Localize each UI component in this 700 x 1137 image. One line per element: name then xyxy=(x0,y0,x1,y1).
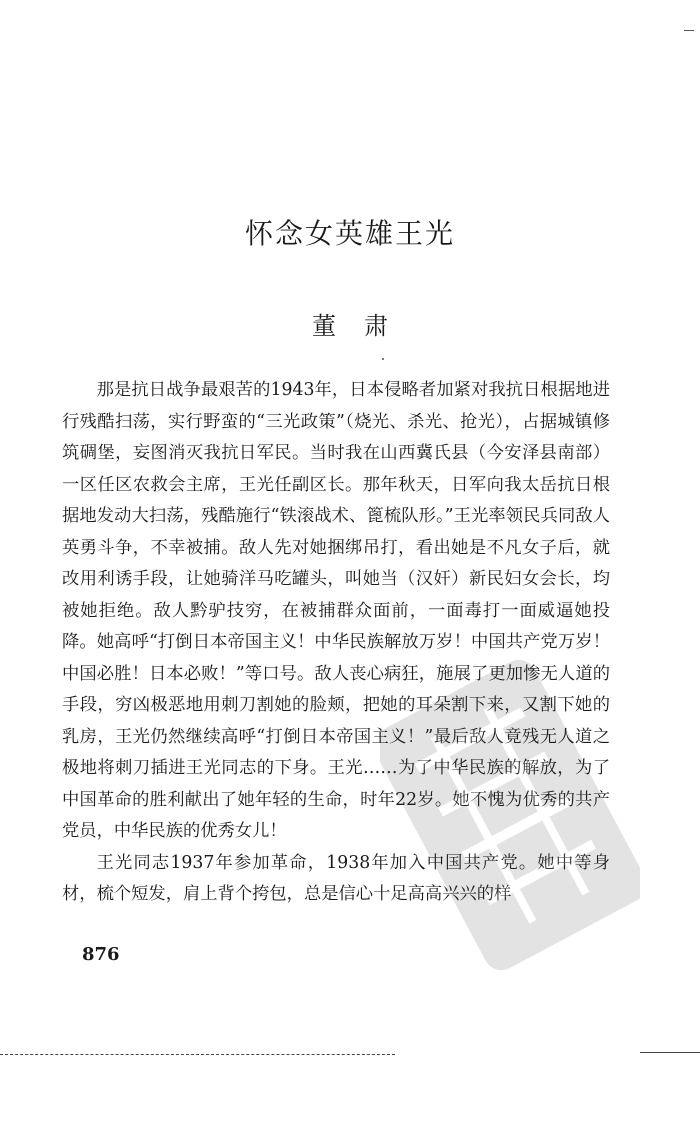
article-body xyxy=(62,375,610,911)
article-title: 怀念女英雄王光 xyxy=(244,217,455,250)
scan-speck xyxy=(382,358,384,360)
bottom-rule-left xyxy=(0,1054,395,1055)
article-author: 董肃 xyxy=(312,312,416,340)
paragraph-2: 王光同志1937年参加革命，1938年加入中国共产党。她中等身材，梳个短发，肩上背个挎包，总是信心十足高高兴兴的样 xyxy=(62,852,610,904)
edge-mark xyxy=(684,30,694,31)
bottom-rule-right xyxy=(640,1052,700,1053)
paragraph-1: 那是抗日战争最艰苦的1943年，日本侵略者加紧对我抗日根据地进行残酷扫荡，实行野蛮的“三光政策”（烧光、杀光、抢光），占据城镇修筑碉堡，妄图消灭我抗日军民。当时我在山西冀氏县（今安泽县南部）一区任区农救会主席，王光任副区长。那年秋天，日军向我太岳抗日根据地发动大扫荡，残酷施行“铁滚战术、篦梳队形。”王光率领民兵同敌人英勇斗争，不幸被捕。敌人先对她捆绑吊打，看出她是不凡女子后，就改用利诱手段，让她骑洋马吃罐头，叫她当（汉奸）新民妇女会长，均被她拒绝。敌人黔驴技穷，在被捕群众面前，一面毒打一面威逼她投降。她高呼“打倒日本帝国主义！中华民族解放万岁！中国共产党万岁！中国必胜！日本必败！”等口号。敌人丧心病狂，施展了更加惨无人道的手段，穷凶极恶地用刺刀割她的脸颊，把她的耳朵割下来，又割下她的乳房，王光仍然继续高呼“打倒日本帝国主义！”最后敌人竟残无人道之极地将刺刀插进王光同志的下身。王光……为了中华民族的解放，为了中国革命的胜利献出了她年轻的生命，时年22岁。她不愧为优秀的共产党员，中华民族的优秀女儿！ xyxy=(62,380,610,841)
page-number: 876 xyxy=(82,944,120,965)
